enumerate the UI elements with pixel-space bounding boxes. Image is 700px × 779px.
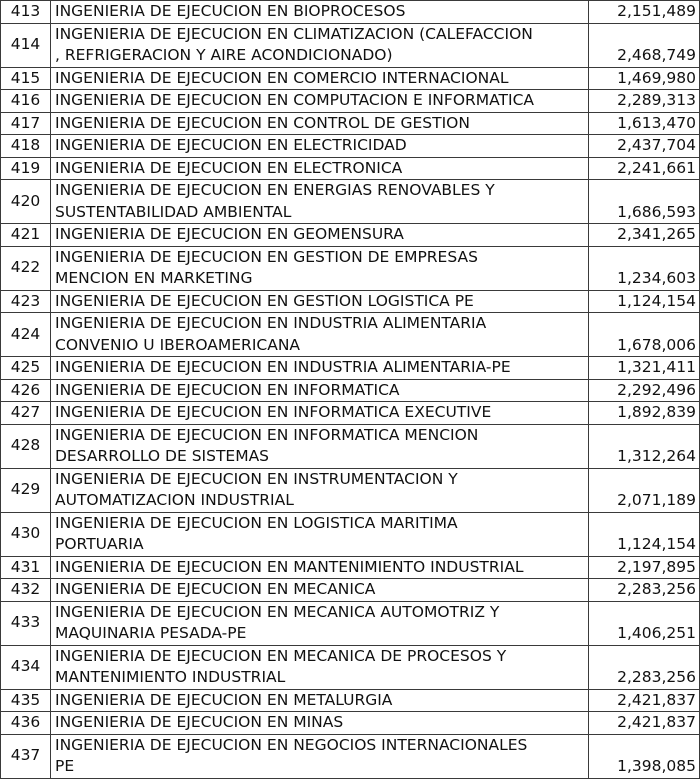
row-number: 429 <box>1 468 51 512</box>
row-number: 413 <box>1 1 51 24</box>
program-name-line: INGENIERIA DE EJECUCION EN MECANICA DE PROCESOS Y <box>55 646 507 665</box>
table-row <box>1 180 700 224</box>
table-row <box>1 712 700 735</box>
table-row <box>1 734 700 778</box>
row-number: 431 <box>1 556 51 579</box>
program-name <box>51 157 589 180</box>
program-name-line: INGENIERIA DE EJECUCION EN MINAS <box>55 713 344 731</box>
program-amount: 1,124,154 <box>589 512 700 556</box>
program-name <box>51 734 589 778</box>
program-amount: 1,469,980 <box>589 67 700 90</box>
program-amount: 1,124,154 <box>589 290 700 313</box>
program-name <box>51 424 589 468</box>
program-name <box>51 67 589 90</box>
program-amount: 2,437,704 <box>589 135 700 158</box>
program-name-line: MENCION EN MARKETING <box>55 269 253 287</box>
program-name <box>51 712 589 735</box>
table-row <box>1 689 700 712</box>
table-row <box>1 379 700 402</box>
program-name <box>51 23 589 67</box>
program-name-line: INGENIERIA DE EJECUCION EN GEOMENSURA <box>55 225 404 243</box>
program-name <box>51 645 589 689</box>
row-number: 426 <box>1 379 51 402</box>
program-amount: 2,151,489 <box>589 1 700 24</box>
program-name-line: INGENIERIA DE EJECUCION EN MANTENIMIENTO INDUSTRIAL <box>55 557 524 576</box>
program-amount: 2,292,496 <box>589 379 700 402</box>
row-number: 418 <box>1 135 51 158</box>
table-row <box>1 468 700 512</box>
program-amount: 2,241,661 <box>589 157 700 180</box>
program-name-line: MAQUINARIA PESADA-PE <box>55 624 247 642</box>
program-name-line: INGENIERIA DE EJECUCION EN INFORMATICA <box>55 380 400 399</box>
row-number: 430 <box>1 512 51 556</box>
program-amount: 2,283,256 <box>589 579 700 602</box>
table-row <box>1 556 700 579</box>
program-name <box>51 224 589 247</box>
row-number: 421 <box>1 224 51 247</box>
program-name <box>51 135 589 158</box>
program-name-line: CONVENIO U IBEROAMERICANA <box>55 335 301 354</box>
table-row <box>1 512 700 556</box>
table-row <box>1 67 700 90</box>
table-row <box>1 645 700 689</box>
program-name <box>51 246 589 290</box>
program-name <box>51 112 589 135</box>
row-number: 435 <box>1 689 51 712</box>
table-row <box>1 402 700 425</box>
program-name <box>51 290 589 313</box>
program-amount: 1,613,470 <box>589 112 700 135</box>
table-row <box>1 579 700 602</box>
row-number: 433 <box>1 601 51 645</box>
program-amount: 1,892,839 <box>589 402 700 425</box>
program-amount: 1,234,603 <box>589 246 700 290</box>
program-name <box>51 180 589 224</box>
program-name-line: INGENIERIA DE EJECUCION EN GESTION LOGISTICA PE <box>55 291 474 310</box>
table-row <box>1 424 700 468</box>
program-name-line: INGENIERIA DE EJECUCION EN INSTRUMENTACION Y <box>55 469 458 488</box>
program-name <box>51 402 589 425</box>
program-amount: 1,678,006 <box>589 313 700 357</box>
program-name-line: MANTENIMIENTO INDUSTRIAL <box>55 668 286 686</box>
program-name-line: INGENIERIA DE EJECUCION EN ELECTRICIDAD <box>55 136 407 154</box>
table-row <box>1 313 700 357</box>
table-row <box>1 246 700 290</box>
row-number: 437 <box>1 734 51 778</box>
program-name <box>51 601 589 645</box>
program-name <box>51 468 589 512</box>
program-name-line: , REFRIGERACION Y AIRE ACONDICIONADO) <box>55 46 393 64</box>
table-body <box>1 1 700 779</box>
program-amount: 1,321,411 <box>589 357 700 380</box>
row-number: 434 <box>1 645 51 689</box>
program-name-line: INGENIERIA DE EJECUCION EN LOGISTICA MARITIMA <box>55 513 458 532</box>
program-name <box>51 579 589 602</box>
program-amount: 2,341,265 <box>589 224 700 247</box>
row-number: 420 <box>1 180 51 224</box>
program-name-line: INGENIERIA DE EJECUCION EN NEGOCIOS INTERNACIONALES <box>55 735 528 754</box>
row-number: 436 <box>1 712 51 735</box>
program-name-line: INGENIERIA DE EJECUCION EN BIOPROCESOS <box>55 2 406 20</box>
program-name-line: SUSTENTABILIDAD AMBIENTAL <box>55 202 292 221</box>
table-row <box>1 290 700 313</box>
program-name-line: INGENIERIA DE EJECUCION EN CLIMATIZACION (CALEFACCION <box>55 24 533 43</box>
program-amount: 2,468,749 <box>589 23 700 67</box>
table-row <box>1 112 700 135</box>
table-row <box>1 23 700 67</box>
program-name-line: INGENIERIA DE EJECUCION EN COMPUTACION E INFORMATICA <box>55 91 535 109</box>
program-amount: 2,283,256 <box>589 645 700 689</box>
program-name-line: INGENIERIA DE EJECUCION EN INDUSTRIA ALIMENTARIA-PE <box>55 358 511 376</box>
program-name <box>51 512 589 556</box>
row-number: 425 <box>1 357 51 380</box>
row-number: 414 <box>1 23 51 67</box>
program-name-line: INGENIERIA DE EJECUCION EN INFORMATICA MENCION <box>55 425 479 444</box>
program-name-line: INGENIERIA DE EJECUCION EN COMERCIO INTERNACIONAL <box>55 68 509 87</box>
row-number: 423 <box>1 290 51 313</box>
program-name-line: INGENIERIA DE EJECUCION EN INDUSTRIA ALIMENTARIA <box>55 314 487 332</box>
program-amount: 2,289,313 <box>589 90 700 113</box>
program-name-line: INGENIERIA DE EJECUCION EN ENERGIAS RENOVABLES Y <box>55 181 495 199</box>
program-name-line: AUTOMATIZACION INDUSTRIAL <box>55 491 294 509</box>
program-name-line: INGENIERIA DE EJECUCION EN INFORMATICA EXECUTIVE <box>55 403 492 421</box>
program-name-line: PORTUARIA <box>55 535 144 553</box>
program-name-line: INGENIERIA DE EJECUCION EN CONTROL DE GESTION <box>55 113 470 132</box>
program-name <box>51 379 589 402</box>
row-number: 419 <box>1 157 51 180</box>
program-name <box>51 90 589 113</box>
table-row <box>1 601 700 645</box>
program-name-line: INGENIERIA DE EJECUCION EN GESTION DE EMPRESAS <box>55 247 478 266</box>
program-amount: 1,312,264 <box>589 424 700 468</box>
program-name-line: INGENIERIA DE EJECUCION EN METALURGIA <box>55 690 393 709</box>
program-name-line: PE <box>55 757 75 775</box>
row-number: 416 <box>1 90 51 113</box>
row-number: 424 <box>1 313 51 357</box>
program-amount: 2,071,189 <box>589 468 700 512</box>
table-row <box>1 224 700 247</box>
table-row <box>1 357 700 380</box>
program-name <box>51 357 589 380</box>
row-number: 432 <box>1 579 51 602</box>
program-name-line: INGENIERIA DE EJECUCION EN ELECTRONICA <box>55 158 403 177</box>
program-name <box>51 313 589 357</box>
program-amount: 1,406,251 <box>589 601 700 645</box>
row-number: 422 <box>1 246 51 290</box>
program-name-line: INGENIERIA DE EJECUCION EN MECANICA <box>55 580 376 598</box>
table-row <box>1 135 700 158</box>
program-amount: 2,421,837 <box>589 712 700 735</box>
table-row <box>1 1 700 24</box>
table-row <box>1 157 700 180</box>
program-amount: 1,398,085 <box>589 734 700 778</box>
row-number: 417 <box>1 112 51 135</box>
row-number: 428 <box>1 424 51 468</box>
program-name-line: DESARROLLO DE SISTEMAS <box>55 447 270 465</box>
program-name-line: INGENIERIA DE EJECUCION EN MECANICA AUTOMOTRIZ Y <box>55 602 500 621</box>
program-amount: 1,686,593 <box>589 180 700 224</box>
row-number: 427 <box>1 402 51 425</box>
program-amount: 2,421,837 <box>589 689 700 712</box>
program-name <box>51 1 589 24</box>
row-number: 415 <box>1 67 51 90</box>
program-name <box>51 689 589 712</box>
program-name <box>51 556 589 579</box>
table-row <box>1 90 700 113</box>
program-amount: 2,197,895 <box>589 556 700 579</box>
